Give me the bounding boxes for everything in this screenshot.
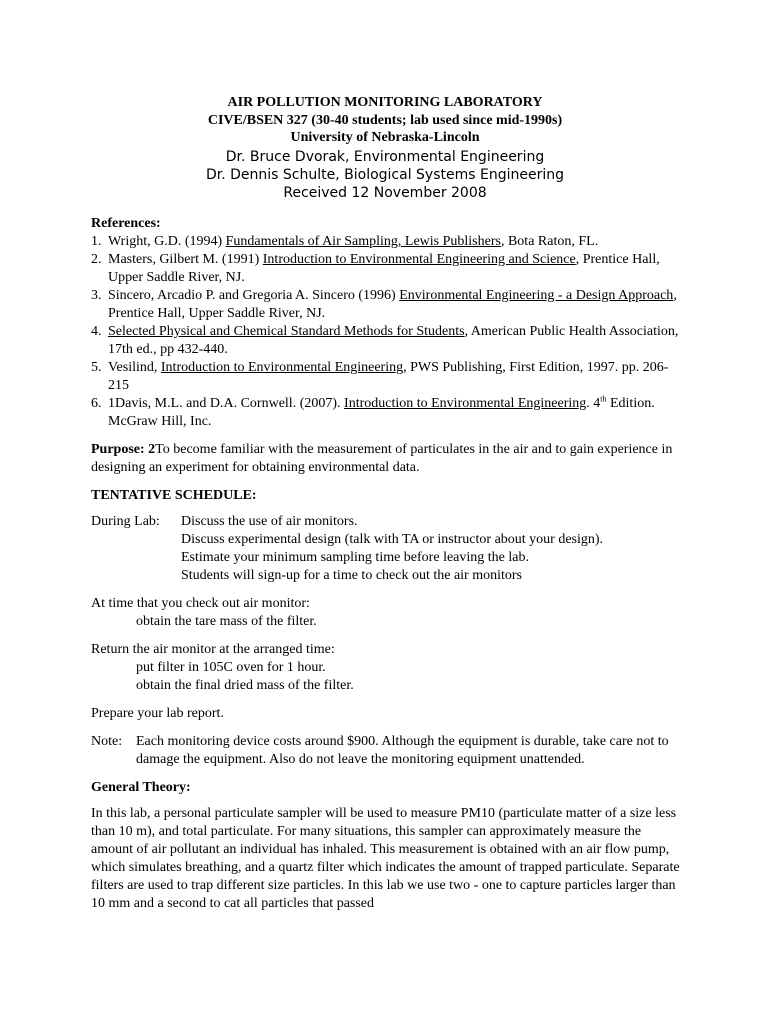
course-line: CIVE/BSEN 327 (30-40 students; lab used since mid-1990s) (207, 112, 563, 128)
schedule-item: put filter in 105C oven for 1 hour. (136, 660, 326, 675)
prepare-line: Prepare your lab report. (91, 706, 224, 721)
reference-number: 2. (91, 252, 102, 267)
purpose-text: To become familiar with the measurement of particulates in the air and to gain experience in designing an experiment for obtaining environmental data. (91, 442, 673, 475)
note-text: Each monitoring device costs around $900. Although the equipment is durable, take care not to damage the equipment. Also do not leave the monitoring equipment unattended. (136, 734, 669, 767)
reference-text: , Prentice Hall, Upper Saddle River, NJ. (108, 252, 660, 285)
reference-text: 1Davis, M.L. and D.A. Cornwell. (2007). (108, 396, 345, 411)
lab-title: AIR POLLUTION MONITORING LABORATORY (227, 95, 543, 110)
reference-number: 4. (91, 324, 102, 339)
reference-item (91, 251, 681, 287)
references-heading: References: (91, 216, 161, 231)
reference-text: Edition. McGraw Hill, Inc. (108, 396, 655, 429)
reference-text: Vesilind, (108, 360, 161, 375)
reference-item (91, 323, 681, 359)
reference-number: 6. (91, 396, 102, 411)
theory-heading: General Theory: (91, 780, 191, 795)
author-2: Dr. Dennis Schulte, Biological Systems Engineering (205, 166, 564, 183)
purpose-paragraph (91, 441, 681, 477)
reference-item (91, 395, 681, 431)
author-1: Dr. Bruce Dvorak, Environmental Engineering (225, 148, 545, 165)
schedule-item: Estimate your minimum sampling time before leaving the lab. (181, 550, 529, 565)
reference-title: Selected Physical and Chemical Standard Methods for Students (108, 324, 465, 339)
reference-text: Sincero, Arcadio P. and Gregoria A. Sincero (1996) (108, 288, 400, 303)
reference-item (91, 233, 681, 251)
checkout-line: At time that you check out air monitor: (91, 596, 310, 611)
reference-text: , American Public Health Association, 17th ed., pp 432-440. (108, 324, 679, 357)
reference-number: 3. (91, 288, 102, 303)
document-body (91, 215, 681, 913)
reference-title: Introduction to Environmental Engineering (160, 360, 404, 375)
note-block (91, 733, 681, 769)
reference-text: Wright, G.D. (1994) (108, 234, 226, 249)
note-label: Note: (91, 734, 123, 749)
schedule-heading: TENTATIVE SCHEDULE: (91, 488, 257, 503)
schedule-item: Students will sign-up for a time to check out the air monitors (181, 568, 522, 583)
return-line: Return the air monitor at the arranged time: (91, 642, 335, 657)
during-lab-label: During Lab: (91, 514, 160, 529)
schedule-item: obtain the tare mass of the filter. (136, 614, 317, 629)
reference-title: Fundamentals of Air Sampling, Lewis Publishers (225, 234, 501, 249)
theory-paragraph: In this lab, a personal particulate sampler will be used to measure PM10 (particulate matter of a size less than 10 m), and total particulate. For many situations, this sampler can approximately measure the amount of air pollutant an individual has inhaled. This measurement is obtained with an air flow pump, which simulates breathing, and a quartz filter which indicates the amount of trapped particulate. Separate filters are used to trap different size particles. In this lab we use two - one to capture particles larger than 10 mm and a second to cat all particles that passed (91, 806, 680, 911)
title-block (0, 94, 770, 202)
reference-text: . 4 (586, 396, 601, 411)
reference-text: , PWS Publishing, First Edition, 1997. pp. 206-215 (108, 360, 669, 393)
reference-text: , Prentice Hall, Upper Saddle River, NJ. (108, 288, 677, 321)
reference-item (91, 287, 681, 323)
reference-text: , Bota Raton, FL. (500, 234, 599, 249)
during-lab-block (91, 513, 681, 585)
reference-item (91, 359, 681, 395)
reference-title: Introduction to Environmental Engineering (344, 396, 587, 411)
reference-title: Environmental Engineering - a Design Approach (399, 288, 674, 303)
university-line: University of Nebraska-Lincoln (290, 130, 480, 145)
reference-text: Masters, Gilbert M. (1991) (108, 252, 263, 267)
superscript: th (600, 394, 607, 404)
purpose-label: Purpose: 2 (91, 442, 156, 457)
reference-title: Introduction to Environmental Engineering and Science (262, 252, 576, 267)
reference-number: 1. (91, 234, 102, 249)
reference-number: 5. (91, 360, 102, 375)
schedule-item: Discuss the use of air monitors. (181, 514, 358, 529)
schedule-item: Discuss experimental design (talk with TA or instructor about your design). (181, 532, 604, 547)
received-date: Received 12 November 2008 (283, 184, 487, 201)
schedule-item: obtain the final dried mass of the filter. (136, 678, 354, 693)
